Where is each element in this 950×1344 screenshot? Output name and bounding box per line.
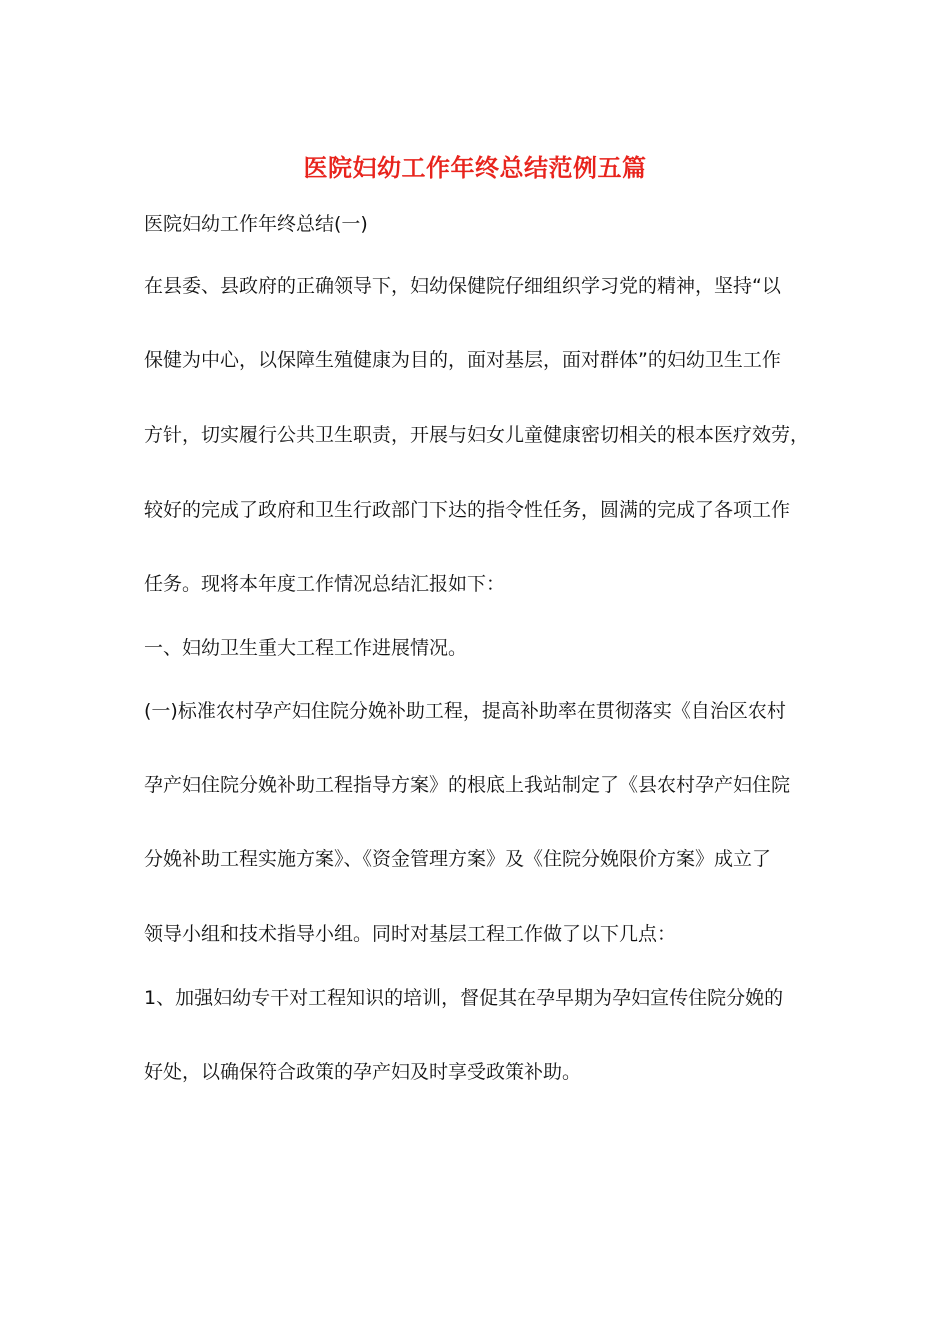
paragraph-line: 保健为中心，以保障生殖健康为目的，面对基层，面对群体”的妇幼卫生工作: [144, 349, 781, 371]
document-title: 医院妇幼工作年终总结范例五篇: [303, 153, 647, 182]
paragraph-line: 领导小组和技术指导小组。同时对基层工程工作做了以下几点：: [144, 923, 677, 945]
paragraph-line: 方针，切实履行公共卫生职责，开展与妇女儿童健康密切相关的根本医疗效劳，: [144, 424, 810, 446]
paragraph-line: 在县委、县政府的正确领导下，妇幼保健院仔细组织学习党的精神，坚持“以: [144, 275, 781, 297]
paragraph-line: (一)标准农村孕产妇住院分娩补助工程，提高补助率在贯彻落实《自治区农村: [144, 700, 786, 722]
paragraph-line: 1、加强妇幼专干对工程知识的培训，督促其在孕早期为孕妇宣传住院分娩的: [144, 987, 784, 1009]
paragraph-line: 孕产妇住院分娩补助工程指导方案》的根底上我站制定了《县农村孕产妇住院: [144, 774, 791, 796]
paragraph-line: 任务。现将本年度工作情况总结汇报如下：: [144, 573, 506, 595]
paragraph-line: 分娩补助工程实施方案》、《资金管理方案》及《住院分娩限价方案》成立了: [144, 848, 772, 870]
section-heading: 医院妇幼工作年终总结(一): [144, 213, 368, 235]
subsection-heading: 一、妇幼卫生重大工程工作进展情况。: [144, 637, 468, 659]
paragraph-line: 较好的完成了政府和卫生行政部门下达的指令性任务，圆满的完成了各项工作: [144, 499, 791, 521]
paragraph-line: 好处，以确保符合政策的孕产妇及时享受政策补助。: [144, 1061, 582, 1083]
